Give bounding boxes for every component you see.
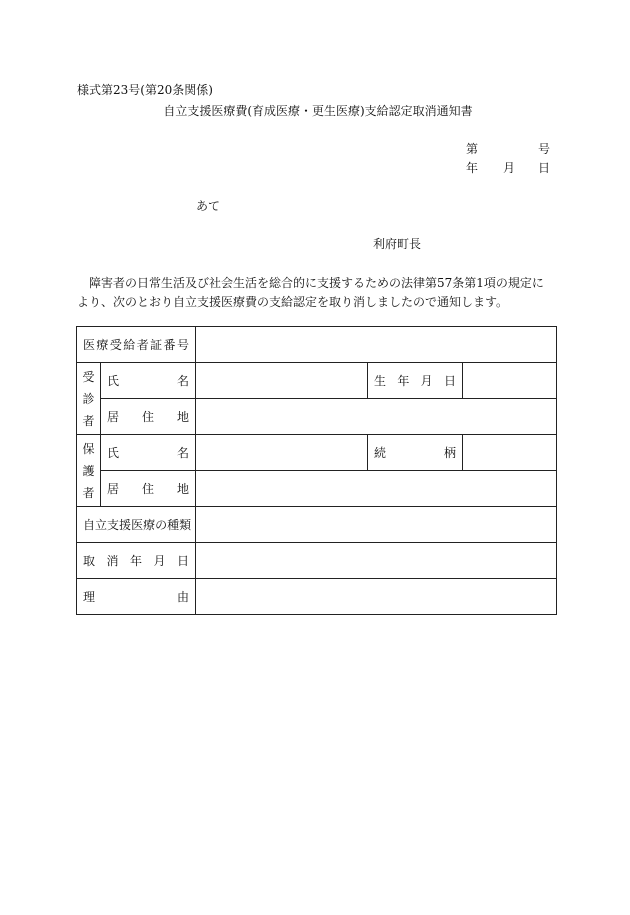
form-number: 様式第23号(第20条関係) xyxy=(77,83,213,97)
issuer-name: 利府町長 xyxy=(373,237,422,251)
date-month-label: 月 xyxy=(503,161,516,175)
field-birthdate[interactable] xyxy=(463,363,557,399)
field-patient-address[interactable] xyxy=(196,399,557,435)
label-birthdate: 生 年 月 日 xyxy=(368,363,463,399)
row-guardian-address xyxy=(77,471,557,507)
field-medical-type[interactable] xyxy=(196,507,557,543)
row-patient-address xyxy=(77,399,557,435)
field-patient-name[interactable] xyxy=(196,363,368,399)
field-guardian-name[interactable] xyxy=(196,435,368,471)
label-cert-number: 医 療 受 給 者 証 番 号 xyxy=(77,327,196,363)
field-cancel-date[interactable] xyxy=(196,543,557,579)
label-relationship: 続 柄 xyxy=(368,435,463,471)
field-relationship[interactable] xyxy=(463,435,557,471)
doc-number-go: 号 xyxy=(538,142,551,156)
row-cert-number xyxy=(77,327,557,363)
notice-body: 障害者の日常生活及び社会生活を総合的に支援するための法律第57条第1項の規定により、次のとおり自立支援医療費の支給認定を取り消しましたので通知します。 xyxy=(77,276,544,309)
field-guardian-address[interactable] xyxy=(196,471,557,507)
row-cancel-date xyxy=(77,543,557,579)
label-guardian-group: 保 護 者 xyxy=(77,435,101,507)
label-medical-type: 自 立 支 援 医 療 の 種 類 xyxy=(77,507,196,543)
row-reason xyxy=(77,579,557,615)
date-year-label: 年 xyxy=(466,161,479,175)
label-guardian-address: 居 住 地 xyxy=(101,471,196,507)
row-guardian-name xyxy=(77,435,557,471)
field-cert-number[interactable] xyxy=(196,327,557,363)
addressee-suffix: あて xyxy=(196,199,221,213)
row-medical-type xyxy=(77,507,557,543)
document-title: 自立支援医療費(育成医療・更生医療)支給認定取消通知書 xyxy=(163,104,473,118)
label-patient-group: 受 診 者 xyxy=(77,363,101,435)
cancellation-form-table xyxy=(76,326,557,615)
label-guardian-name: 氏 名 xyxy=(101,435,196,471)
label-reason: 理 由 xyxy=(77,579,196,615)
label-patient-name: 氏 名 xyxy=(101,363,196,399)
label-cancel-date: 取 消 年 月 日 xyxy=(77,543,196,579)
row-patient-name xyxy=(77,363,557,399)
field-reason[interactable] xyxy=(196,579,557,615)
date-day-label: 日 xyxy=(538,161,551,175)
label-patient-address: 居 住 地 xyxy=(101,399,196,435)
doc-number-dai: 第 xyxy=(466,142,479,156)
